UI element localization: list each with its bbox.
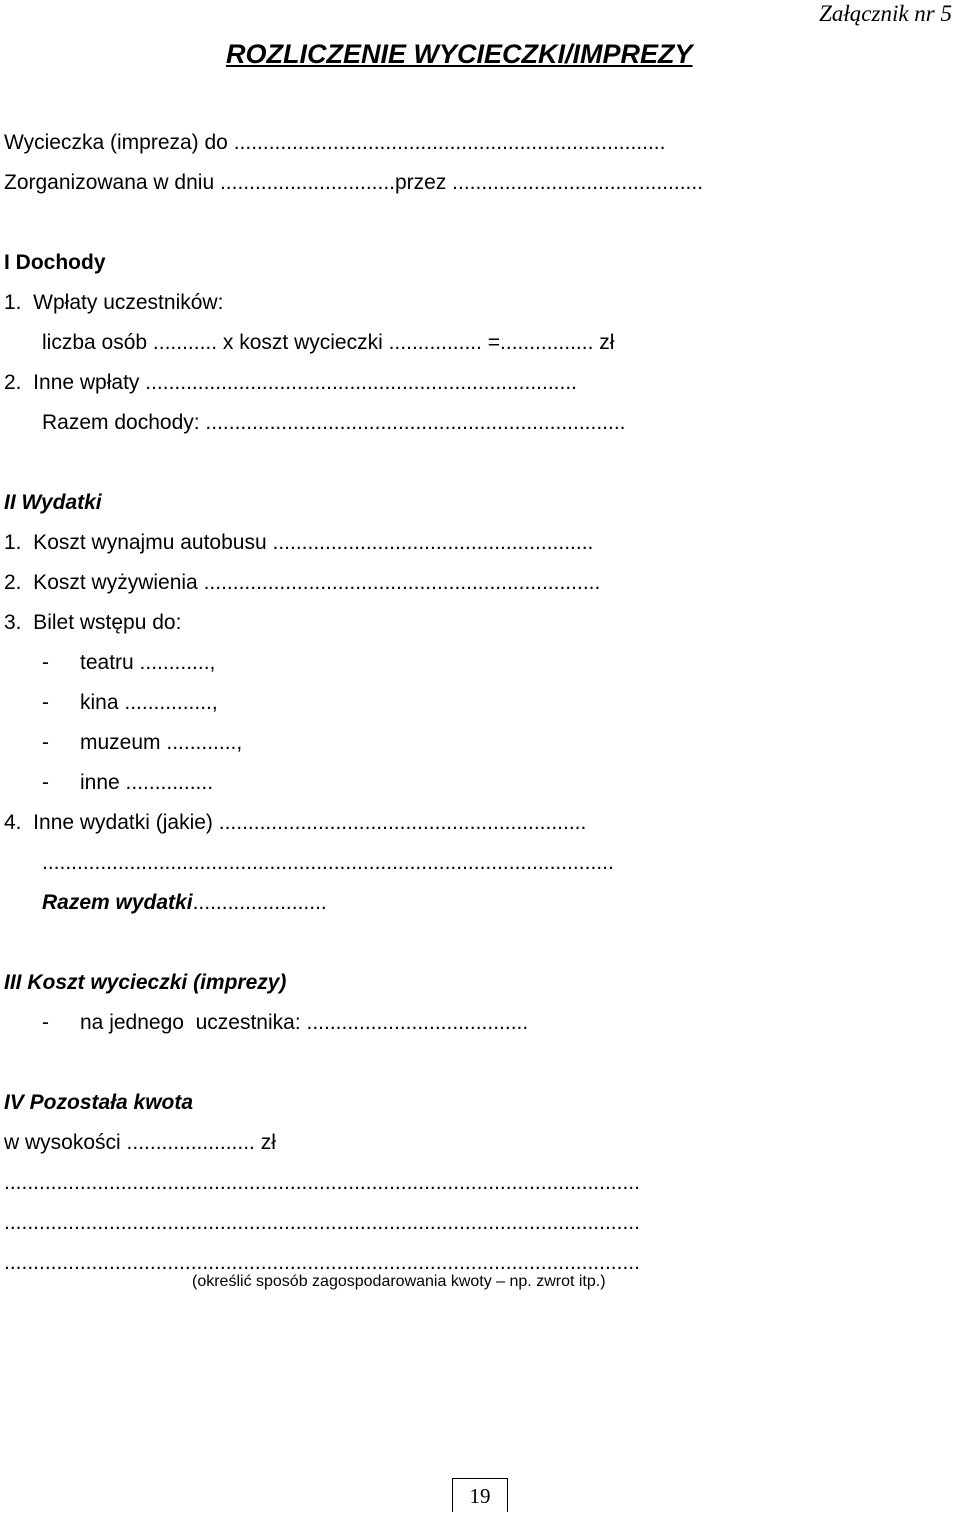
remaining-usage-note: (określić sposób zagospodarowania kwoty – np. zwrot itp.) [192, 1273, 606, 1290]
expense-total-dots: ....................... [192, 891, 327, 914]
section-income-heading: I Dochody [4, 251, 106, 274]
income-calculation-line: liczba osób ........... x koszt wycieczki ................ =................ zł [42, 331, 615, 354]
cost-per-participant-text: na jednego uczestnika: ...................................... [80, 1011, 529, 1034]
expense-other: 4. Inne wydatki (jakie) ............................................................... [4, 811, 587, 834]
expense-tickets: 3. Bilet wstępu do: [4, 611, 182, 634]
income-participant-payments: 1. Wpłaty uczestników: [4, 291, 224, 314]
expense-other-continuation: .................................................................................................. [42, 851, 614, 874]
list-item: teatru ............, [80, 651, 216, 674]
list-dash: - [42, 691, 49, 714]
expense-food: 2. Koszt wyżywienia .................................................................... [4, 571, 601, 594]
expense-total-label: Razem wydatki [42, 891, 193, 914]
expense-ticket-museum [42, 730, 242, 756]
remaining-dots-line-3: ............................................................................................................. [4, 1251, 640, 1274]
expense-total-line [42, 890, 327, 916]
list-dash: - [42, 1011, 49, 1034]
list-dash: - [42, 651, 49, 674]
list-item: muzeum ............, [80, 731, 243, 754]
section-cost-heading: III Koszt wycieczki (imprezy) [4, 971, 287, 994]
expense-ticket-cinema [42, 690, 218, 716]
section-remaining-heading: IV Pozostała kwota [4, 1091, 194, 1114]
trip-destination-line: Wycieczka (impreza) do .......................................................................... [4, 131, 666, 154]
remaining-amount-line: w wysokości ...................... zł [4, 1131, 276, 1154]
page-number: 19 [452, 1478, 508, 1512]
annex-label: Załącznik nr 5 [819, 1, 952, 26]
page-title: ROZLICZENIE WYCIECZKI/IMPREZY [226, 39, 693, 69]
expense-bus-rental: 1. Koszt wynajmu autobusu ....................................................... [4, 531, 594, 554]
remaining-dots-line-2: ............................................................................................................. [4, 1211, 640, 1234]
list-item: kina ..............., [80, 691, 218, 714]
list-dash: - [42, 771, 49, 794]
remaining-dots-line-1: ............................................................................................................. [4, 1171, 640, 1194]
income-total-line: Razem dochody: ........................................................................ [42, 411, 626, 434]
list-item: inne ............... [80, 771, 214, 794]
list-dash: - [42, 731, 49, 754]
expense-ticket-theatre [42, 650, 215, 676]
section-expenses-heading: II Wydatki [4, 491, 102, 514]
expense-ticket-other [42, 770, 213, 796]
income-other-payments: 2. Inne wpłaty .......................................................................... [4, 371, 577, 394]
cost-per-participant [42, 1010, 528, 1036]
organized-date-line: Zorganizowana w dniu ..............................przez ........................................... [4, 171, 704, 194]
